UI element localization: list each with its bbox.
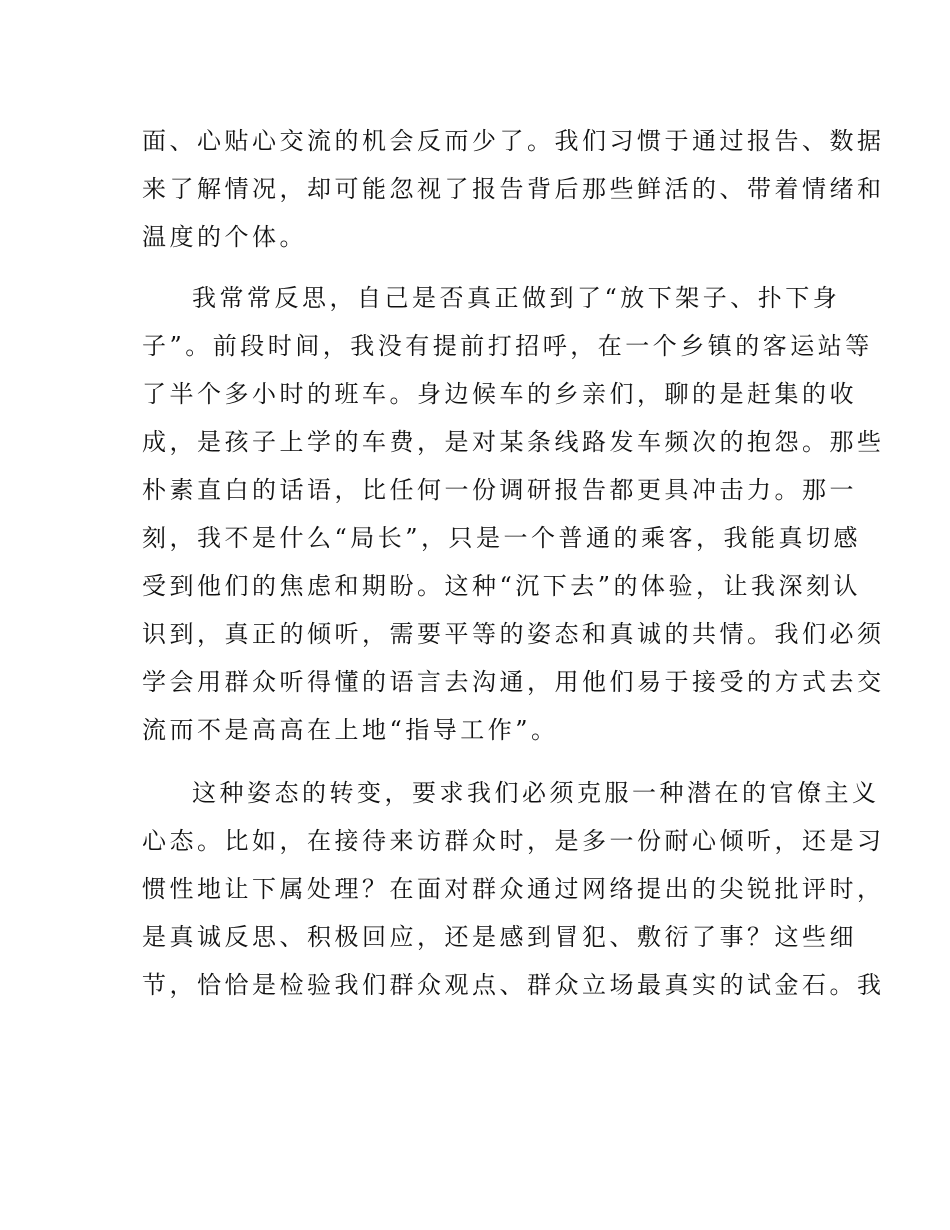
text-line: 节，恰恰是检验我们群众观点、群众立场最真实的试金石。我	[142, 971, 885, 999]
text-line: 面、心贴心交流的机会反而少了。我们习惯于通过报告、数据	[142, 127, 885, 155]
text-line: 我常常反思，自己是否真正做到了“放下架子、扑下身	[192, 284, 841, 312]
text-line: 识到，真正的倾听，需要平等的姿态和真诚的共情。我们必须	[142, 620, 885, 648]
text-line: 朴素直白的话语，比任何一份调研报告都更具冲击力。那一	[142, 476, 857, 504]
paragraph-1	[142, 117, 885, 261]
text-line: 是真诚反思、积极回应，还是感到冒犯、敷衍了事？这些细	[142, 923, 857, 951]
text-line: 受到他们的焦虑和期盼。这种“沉下去”的体验，让我深刻认	[142, 572, 862, 600]
text-line: 了半个多小时的班车。身边候车的乡亲们，聊的是赶集的收	[142, 380, 857, 408]
text-line: 刻，我不是什么“局长”，只是一个普通的乘客，我能真切感	[142, 524, 862, 552]
text-line: 学会用群众听得懂的语言去沟通，用他们易于接受的方式去交	[142, 668, 885, 696]
text-line: 成，是孩子上学的车费，是对某条线路发车频次的抱怨。那些	[142, 428, 885, 456]
text-line: 这种姿态的转变，要求我们必须克服一种潜在的官僚主义	[192, 779, 880, 807]
text-line: 惯性地让下属处理？在面对群众通过网络提出的尖锐批评时，	[142, 875, 885, 903]
text-line: 来了解情况，却可能忽视了报告背后那些鲜活的、带着情绪和	[142, 175, 885, 203]
text-line: 心态。比如，在接待来访群众时，是多一份耐心倾听，还是习	[142, 827, 885, 855]
document-body	[142, 117, 885, 1009]
text-line: 流而不是高高在上地“指导工作”。	[142, 716, 559, 744]
text-line: 子”。前段时间，我没有提前打招呼，在一个乡镇的客运站等	[142, 332, 873, 360]
paragraph-3	[142, 769, 885, 1009]
text-line: 温度的个体。	[142, 223, 307, 251]
paragraph-2	[142, 274, 885, 754]
